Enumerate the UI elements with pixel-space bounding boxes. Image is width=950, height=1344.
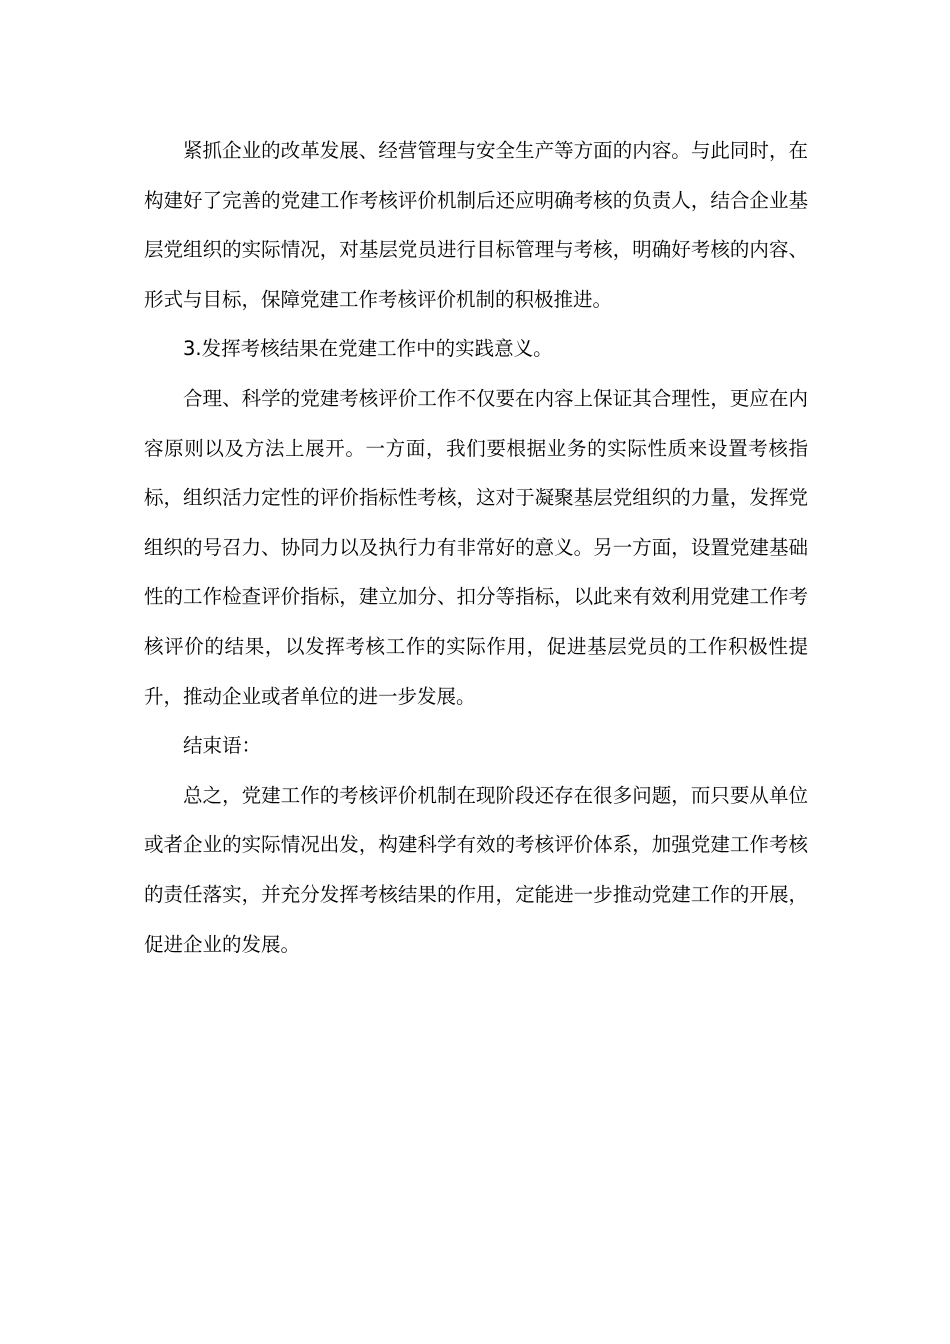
paragraph-conclusion: 总之，党建工作的考核评价机制在现阶段还存在很多问题，而只要从单位或者企业的实际情况出发，构建科学有效的考核评价体系，加强党建工作考核的责任落实，并充分发挥考核结果的作用，定能进一步推动党建工作的开展，促进企业的发展。 [144,783,808,956]
paragraph-assessment-significance: 合理、科学的党建考核评价工作不仅要在内容上保证其合理性，更应在内容原则以及方法上展开。一方面，我们要根据业务的实际性质来设置考核指标，组织活力定性的评价指标性考核，这对于凝聚基层党组织的力量，发挥党组织的号召力、协同力以及执行力有非常好的意义。另一方面，设置党建基础性的工作检查评价指标，建立加分、扣分等指标，以此来有效利用党建工作考核评价的结果，以发挥考核工作的实际作用，促进基层党员的工作积极性提升，推动企业或者单位的进一步发展。 [144,386,808,708]
paragraph-continuation: 紧抓企业的改革发展、经营管理与安全生产等方面的内容。与此同时，在构建好了完善的党建工作考核评价机制后还应明确考核的负责人，结合企业基层党组织的实际情况，对基层党员进行目标管理与考核，明确好考核的内容、形式与目标，保障党建工作考核评价机制的积极推进。 [144,139,808,311]
conclusion-heading: 结束语： [183,734,262,758]
section-heading-3: 3.发挥考核结果在党建工作中的实践意义。 [183,337,553,361]
document-body [144,126,808,969]
